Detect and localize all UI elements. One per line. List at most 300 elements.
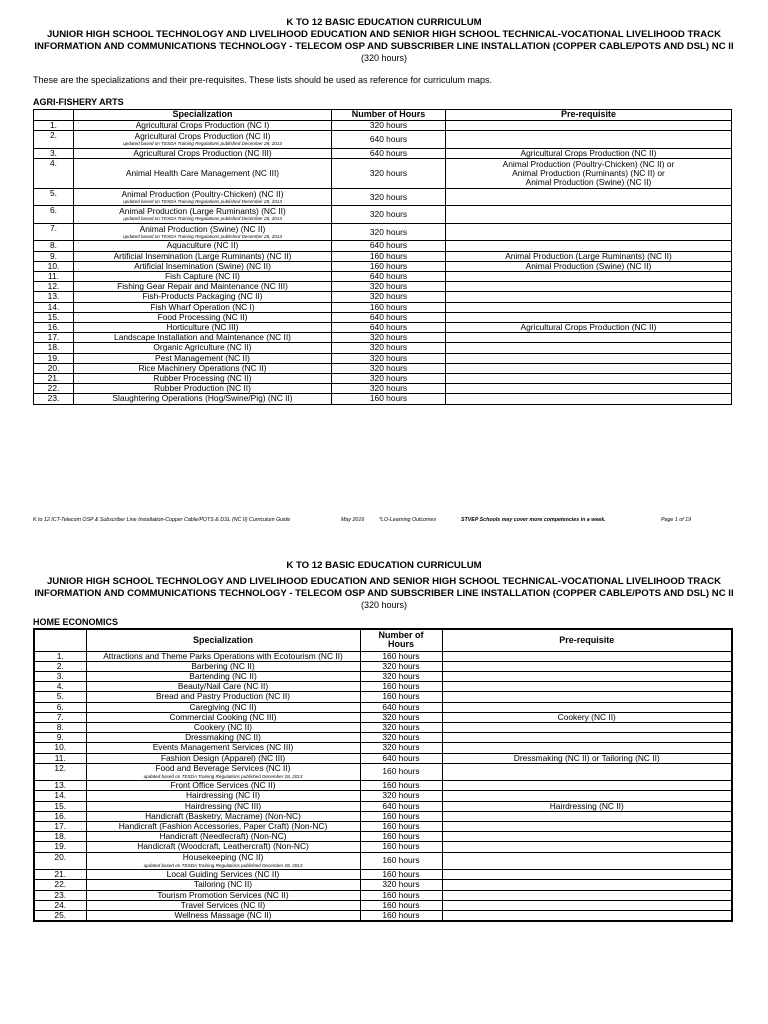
row-number: 1. bbox=[34, 651, 86, 661]
col-header-number bbox=[34, 110, 74, 121]
table-row bbox=[34, 333, 732, 343]
footer-page-number: Page 1 of 19 bbox=[661, 517, 692, 523]
row-prerequisite bbox=[446, 292, 732, 302]
row-specialization bbox=[86, 842, 360, 852]
agri-section-title: AGRI-FISHERY ARTS bbox=[33, 97, 124, 107]
row-number: 15. bbox=[34, 312, 74, 322]
row-specialization bbox=[86, 811, 360, 821]
row-number: 15. bbox=[34, 801, 86, 811]
row-hours: 160 hours bbox=[332, 251, 446, 261]
specialization-text: Animal Health Care Management (NC III) bbox=[125, 167, 280, 178]
table-row bbox=[34, 353, 732, 363]
row-number: 23. bbox=[34, 394, 74, 404]
specialization-text: Commercial Cooking (NC III) bbox=[169, 712, 277, 722]
row-specialization bbox=[74, 312, 332, 322]
table-row bbox=[34, 722, 732, 732]
table-row bbox=[34, 910, 732, 921]
table-row bbox=[34, 131, 732, 149]
row-number: 11. bbox=[34, 753, 86, 763]
row-number: 24. bbox=[34, 900, 86, 910]
training-regulation-note: updated based on TESDA Training Regulations published December 28, 2013 bbox=[143, 773, 303, 779]
row-hours: 320 hours bbox=[332, 363, 446, 373]
row-number: 9. bbox=[34, 251, 74, 261]
row-prerequisite bbox=[442, 743, 732, 753]
row-prerequisite bbox=[446, 302, 732, 312]
intro-text: These are the specializations and their pre-requisites. These lists should be used as reference for curriculum maps. bbox=[33, 75, 493, 85]
row-hours: 320 hours bbox=[332, 188, 446, 206]
table-row bbox=[34, 148, 732, 158]
row-prerequisite bbox=[442, 832, 732, 842]
table-row bbox=[34, 384, 732, 394]
row-prerequisite bbox=[442, 852, 732, 870]
row-prerequisite bbox=[442, 651, 732, 661]
table-row bbox=[34, 661, 732, 671]
row-prerequisite bbox=[442, 900, 732, 910]
row-specialization bbox=[74, 158, 332, 188]
specialization-text: Tourism Promotion Services (NC II) bbox=[157, 890, 289, 900]
specialization-text: Handicraft (Fashion Accessories, Paper Craft) (Non-NC) bbox=[118, 821, 328, 832]
row-hours: 320 hours bbox=[360, 712, 442, 722]
row-specialization bbox=[74, 188, 332, 206]
header-line1: K TO 12 BASIC EDUCATION CURRICULUM bbox=[286, 17, 482, 28]
footer-lo-note: *LO-Learning Outcomes bbox=[379, 517, 437, 523]
table-row bbox=[34, 292, 732, 302]
specialization-text: Food Processing (NC II) bbox=[157, 312, 248, 322]
row-prerequisite bbox=[446, 272, 732, 282]
row-number: 6. bbox=[34, 206, 74, 224]
table-row bbox=[34, 241, 732, 251]
row-number: 7. bbox=[34, 223, 74, 241]
row-number: 17. bbox=[34, 822, 86, 832]
col2-header-specialization: Specialization bbox=[86, 629, 360, 651]
row-number: 4. bbox=[34, 682, 86, 692]
row-hours: 160 hours bbox=[332, 261, 446, 271]
row-specialization bbox=[86, 763, 360, 781]
table-row bbox=[34, 712, 732, 722]
specialization-text: Rubber Processing (NC II) bbox=[153, 373, 252, 384]
table-row bbox=[34, 206, 732, 224]
row-prerequisite: Animal Production (Poultry-Chicken) (NC II) or Animal Production (Ruminants) (NC II) or Animal Production (Swine) (NC II) bbox=[446, 158, 732, 188]
row-number: 5. bbox=[34, 188, 74, 206]
row-hours: 640 hours bbox=[360, 753, 442, 763]
row-prerequisite bbox=[442, 661, 732, 671]
specialization-text: Dressmaking (NC II) bbox=[185, 732, 261, 743]
specialization-text: Animal Production (Large Ruminants) (NC II) bbox=[119, 206, 286, 217]
row-specialization bbox=[86, 712, 360, 722]
row-hours: 320 hours bbox=[332, 206, 446, 224]
row-prerequisite: Cookery (NC II) bbox=[442, 712, 732, 722]
table-row bbox=[34, 702, 732, 712]
table-row bbox=[34, 302, 732, 312]
row-number: 6. bbox=[34, 702, 86, 712]
row-specialization bbox=[74, 251, 332, 261]
row-specialization bbox=[86, 692, 360, 702]
row-prerequisite bbox=[446, 241, 732, 251]
specialization-text: Wellness Massage (NC II) bbox=[174, 910, 272, 920]
training-regulation-note: updated based on TESDA Training Regulations published December 28, 2013 bbox=[123, 216, 282, 222]
row-prerequisite: Dressmaking (NC II) or Tailoring (NC II) bbox=[442, 753, 732, 763]
table-row bbox=[34, 312, 732, 322]
table-row bbox=[34, 282, 732, 292]
row-number: 20. bbox=[34, 363, 74, 373]
row-hours: 640 hours bbox=[332, 323, 446, 333]
row-specialization bbox=[74, 121, 332, 131]
row-specialization bbox=[86, 733, 360, 743]
row-specialization bbox=[74, 261, 332, 271]
row-prerequisite: Agricultural Crops Production (NC II) bbox=[446, 148, 732, 158]
table-row bbox=[34, 763, 732, 781]
row-prerequisite: Animal Production (Swine) (NC II) bbox=[446, 261, 732, 271]
row-hours: 160 hours bbox=[360, 682, 442, 692]
table-row bbox=[34, 158, 732, 188]
row-prerequisite bbox=[442, 842, 732, 852]
specialization-text: Aquaculture (NC II) bbox=[166, 240, 239, 251]
row-specialization bbox=[86, 910, 360, 921]
row-specialization bbox=[86, 890, 360, 900]
row-specialization bbox=[74, 343, 332, 353]
row-specialization bbox=[86, 671, 360, 681]
specialization-text: Food and Beverage Services (NC II) bbox=[155, 763, 291, 774]
row-specialization bbox=[74, 394, 332, 404]
specialization-text: Artificial Insemination (Swine) (NC II) bbox=[134, 261, 271, 271]
col-header-prereq: Pre-requisite bbox=[446, 110, 732, 121]
row-number: 18. bbox=[34, 832, 86, 842]
row-number: 14. bbox=[34, 302, 74, 312]
col2-header-number bbox=[34, 629, 86, 651]
table-row bbox=[34, 880, 732, 890]
specialization-text: Fashion Design (Apparel) (NC III) bbox=[160, 753, 286, 763]
specialization-text: Travel Services (NC II) bbox=[180, 900, 266, 910]
specialization-text: Hairdressing (NC III) bbox=[184, 801, 262, 811]
row-number: 8. bbox=[34, 241, 74, 251]
page-footer bbox=[33, 517, 733, 523]
row-prerequisite bbox=[442, 671, 732, 681]
row-prerequisite bbox=[442, 781, 732, 791]
specialization-text: Bartending (NC II) bbox=[189, 671, 257, 681]
row-specialization bbox=[86, 791, 360, 801]
table-row bbox=[34, 743, 732, 753]
row-number: 17. bbox=[34, 333, 74, 343]
specialization-text: Slaughtering Operations (Hog/Swine/Pig) (NC II) bbox=[112, 393, 293, 404]
specialization-text: Attractions and Theme Parks Operations with Ecotourism (NC II) bbox=[103, 651, 343, 661]
row-hours: 160 hours bbox=[360, 692, 442, 702]
specialization-text: Caregiving (NC II) bbox=[189, 702, 257, 712]
row-hours: 160 hours bbox=[360, 842, 442, 852]
row-hours: 160 hours bbox=[332, 394, 446, 404]
row-specialization bbox=[86, 852, 360, 870]
specialization-text: Housekeeping (NC II) bbox=[182, 852, 264, 863]
specialization-text: Organic Agriculture (NC II) bbox=[153, 342, 252, 353]
row-specialization bbox=[74, 148, 332, 158]
table-row bbox=[34, 890, 732, 900]
header2-line2: JUNIOR HIGH SCHOOL TECHNOLOGY AND LIVELIHOOD EDUCATION AND SENIOR HIGH SCHOOL TECHNICAL-VOCATIONAL LIVELIHOOD TRACK bbox=[46, 576, 722, 587]
row-specialization bbox=[74, 333, 332, 343]
row-hours: 160 hours bbox=[360, 651, 442, 661]
row-prerequisite bbox=[442, 880, 732, 890]
row-hours: 160 hours bbox=[360, 852, 442, 870]
specialization-text: Animal Production (Poultry-Chicken) (NC II) bbox=[121, 188, 284, 199]
table-row bbox=[34, 791, 732, 801]
row-prerequisite: Hairdressing (NC II) bbox=[442, 801, 732, 811]
training-regulation-note: updated based on TESDA Training Regulations published December 28, 2013 bbox=[123, 233, 282, 239]
row-prerequisite: Agricultural Crops Production (NC II) bbox=[446, 323, 732, 333]
training-regulation-note: updated based on TESDA Training Regulations published December 28, 2013 bbox=[143, 862, 303, 868]
row-prerequisite bbox=[446, 394, 732, 404]
row-specialization bbox=[86, 781, 360, 791]
row-hours: 160 hours bbox=[360, 870, 442, 880]
home-table-body bbox=[34, 651, 732, 921]
table-row bbox=[34, 121, 732, 131]
row-specialization bbox=[74, 272, 332, 282]
specialization-text: Barbering (NC II) bbox=[191, 661, 255, 671]
row-prerequisite bbox=[442, 811, 732, 821]
row-prerequisite bbox=[442, 822, 732, 832]
row-hours: 320 hours bbox=[360, 743, 442, 753]
home-section-title: HOME ECONOMICS bbox=[33, 617, 119, 627]
row-number: 11. bbox=[34, 272, 74, 282]
row-specialization bbox=[86, 661, 360, 671]
table-row bbox=[34, 188, 732, 206]
table-row bbox=[34, 870, 732, 880]
table-row bbox=[34, 671, 732, 681]
row-specialization bbox=[86, 900, 360, 910]
row-specialization bbox=[74, 206, 332, 224]
row-prerequisite bbox=[446, 343, 732, 353]
row-specialization bbox=[74, 363, 332, 373]
row-prerequisite bbox=[446, 223, 732, 241]
row-hours: 160 hours bbox=[360, 822, 442, 832]
specialization-text: Events Management Services (NC III) bbox=[152, 742, 294, 753]
row-number: 10. bbox=[34, 743, 86, 753]
table-row bbox=[34, 343, 732, 353]
row-number: 14. bbox=[34, 791, 86, 801]
row-specialization bbox=[86, 801, 360, 811]
row-hours: 160 hours bbox=[360, 781, 442, 791]
specialization-text: Artificial Insemination (Large Ruminants) (NC II) bbox=[113, 251, 292, 261]
row-number: 12. bbox=[34, 282, 74, 292]
table-row bbox=[34, 900, 732, 910]
row-prerequisite bbox=[446, 374, 732, 384]
specialization-text: Cookery (NC II) bbox=[193, 722, 253, 732]
specialization-text: Handicraft (Woodcraft, Leathercraft) (Non-NC) bbox=[137, 841, 309, 852]
row-hours: 320 hours bbox=[332, 292, 446, 302]
row-number: 9. bbox=[34, 733, 86, 743]
row-hours: 160 hours bbox=[360, 910, 442, 921]
row-specialization bbox=[86, 722, 360, 732]
header2-line1: K TO 12 BASIC EDUCATION CURRICULUM bbox=[286, 560, 482, 571]
specialization-text: Fish-Products Packaging (NC II) bbox=[142, 291, 263, 302]
col2-header-hours: Number of Hours bbox=[360, 629, 442, 651]
specialization-text: Animal Production (Swine) (NC II) bbox=[139, 223, 266, 234]
row-hours: 320 hours bbox=[332, 333, 446, 343]
row-specialization bbox=[86, 682, 360, 692]
footer-date: May 2016 bbox=[341, 517, 365, 523]
row-prerequisite: Animal Production (Large Ruminants) (NC II) bbox=[446, 251, 732, 261]
row-hours: 320 hours bbox=[360, 880, 442, 890]
row-hours: 640 hours bbox=[360, 801, 442, 811]
row-hours: 320 hours bbox=[360, 671, 442, 681]
row-number: 23. bbox=[34, 890, 86, 900]
row-number: 12. bbox=[34, 763, 86, 781]
specialization-text: Local Guiding Services (NC II) bbox=[166, 869, 280, 880]
row-specialization bbox=[86, 651, 360, 661]
row-specialization bbox=[86, 822, 360, 832]
home-specialization-table bbox=[33, 628, 733, 922]
specialization-text: Tailoring (NC II) bbox=[193, 879, 253, 890]
row-hours: 320 hours bbox=[332, 384, 446, 394]
header-hours: (320 hours) bbox=[360, 53, 408, 63]
table-row bbox=[34, 781, 732, 791]
row-hours: 320 hours bbox=[360, 722, 442, 732]
table-header-row bbox=[34, 110, 732, 121]
row-specialization bbox=[86, 880, 360, 890]
row-prerequisite bbox=[442, 763, 732, 781]
row-number: 3. bbox=[34, 671, 86, 681]
row-hours: 160 hours bbox=[360, 890, 442, 900]
row-number: 22. bbox=[34, 880, 86, 890]
row-hours: 640 hours bbox=[360, 702, 442, 712]
agri-specialization-table bbox=[33, 109, 732, 405]
row-hours: 160 hours bbox=[332, 302, 446, 312]
row-specialization bbox=[86, 870, 360, 880]
row-number: 3. bbox=[34, 148, 74, 158]
specialization-text: Fishing Gear Repair and Maintenance (NC III) bbox=[117, 281, 288, 292]
row-prerequisite bbox=[446, 384, 732, 394]
table-row bbox=[34, 733, 732, 743]
row-hours: 640 hours bbox=[332, 272, 446, 282]
specialization-text: Rubber Production (NC II) bbox=[154, 383, 251, 394]
row-number: 19. bbox=[34, 842, 86, 852]
row-hours: 320 hours bbox=[360, 791, 442, 801]
specialization-text: Landscape Installation and Maintenance (NC II) bbox=[114, 332, 291, 343]
table-row bbox=[34, 832, 732, 842]
row-number: 4. bbox=[34, 158, 74, 188]
table-row bbox=[34, 753, 732, 763]
row-hours: 320 hours bbox=[332, 121, 446, 131]
row-prerequisite bbox=[442, 682, 732, 692]
row-hours: 320 hours bbox=[360, 661, 442, 671]
table-row bbox=[34, 822, 732, 832]
row-prerequisite bbox=[446, 121, 732, 131]
header-line3: INFORMATION AND COMMUNICATIONS TECHNOLOGY - TELECOM OSP AND SUBSCRIBER LINE INSTALLATION (COPPER CABLE/POTS AND DSL) NC II bbox=[34, 41, 734, 52]
specialization-text: Handicraft (Needlecraft) (Non-NC) bbox=[159, 831, 287, 842]
row-hours: 320 hours bbox=[332, 353, 446, 363]
row-number: 16. bbox=[34, 811, 86, 821]
row-prerequisite bbox=[446, 206, 732, 224]
specialization-text: Front Office Services (NC II) bbox=[170, 780, 276, 791]
training-regulation-note: updated based on TESDA Training Regulations published December 28, 2013 bbox=[123, 141, 282, 147]
row-number: 7. bbox=[34, 712, 86, 722]
row-hours: 320 hours bbox=[360, 733, 442, 743]
table-row bbox=[34, 651, 732, 661]
specialization-text: Horticulture (NC III) bbox=[166, 322, 239, 333]
row-hours: 640 hours bbox=[332, 312, 446, 322]
table-row bbox=[34, 272, 732, 282]
table2-header-row bbox=[34, 629, 732, 651]
row-hours: 640 hours bbox=[332, 148, 446, 158]
row-prerequisite bbox=[442, 910, 732, 921]
table-row bbox=[34, 363, 732, 373]
row-prerequisite bbox=[442, 870, 732, 880]
row-hours: 320 hours bbox=[332, 158, 446, 188]
row-specialization bbox=[74, 223, 332, 241]
row-hours: 320 hours bbox=[332, 374, 446, 384]
table-row bbox=[34, 692, 732, 702]
row-specialization bbox=[74, 323, 332, 333]
specialization-text: Handicraft (Basketry, Macrame) (Non-NC) bbox=[145, 811, 301, 821]
table-row bbox=[34, 323, 732, 333]
table-row bbox=[34, 852, 732, 870]
specialization-text: Rice Machinery Operations (NC II) bbox=[138, 363, 267, 373]
table-row bbox=[34, 801, 732, 811]
row-hours: 160 hours bbox=[360, 811, 442, 821]
col-header-specialization: Specialization bbox=[74, 110, 332, 121]
row-prerequisite bbox=[442, 791, 732, 801]
row-specialization bbox=[86, 753, 360, 763]
row-hours: 640 hours bbox=[332, 241, 446, 251]
specialization-text: Hairdressing (NC II) bbox=[186, 790, 260, 801]
header-line2: JUNIOR HIGH SCHOOL TECHNOLOGY AND LIVELIHOOD EDUCATION AND SENIOR HIGH SCHOOL TECHNICAL-VOCATIONAL LIVELIHOOD TRACK bbox=[46, 29, 722, 40]
row-prerequisite bbox=[446, 312, 732, 322]
row-prerequisite bbox=[442, 722, 732, 732]
row-number: 1. bbox=[34, 121, 74, 131]
row-number: 2. bbox=[34, 661, 86, 671]
row-number: 18. bbox=[34, 343, 74, 353]
row-number: 13. bbox=[34, 781, 86, 791]
row-number: 22. bbox=[34, 384, 74, 394]
row-number: 10. bbox=[34, 261, 74, 271]
specialization-text: Agricultural Crops Production (NC I) bbox=[135, 120, 270, 130]
row-number: 19. bbox=[34, 353, 74, 363]
row-specialization bbox=[86, 702, 360, 712]
row-prerequisite bbox=[442, 702, 732, 712]
agri-table-body bbox=[34, 121, 732, 405]
page2-header bbox=[0, 560, 768, 611]
row-prerequisite bbox=[442, 733, 732, 743]
row-specialization bbox=[74, 353, 332, 363]
row-number: 20. bbox=[34, 852, 86, 870]
row-specialization bbox=[74, 302, 332, 312]
row-hours: 160 hours bbox=[360, 763, 442, 781]
specialization-text: Agricultural Crops Production (NC III) bbox=[133, 148, 272, 158]
row-number: 8. bbox=[34, 722, 86, 732]
row-specialization bbox=[74, 131, 332, 149]
training-regulation-note: updated based on TESDA Training Regulations published December 28, 2013 bbox=[123, 198, 282, 204]
specialization-text: Pest Management (NC II) bbox=[155, 353, 250, 363]
row-number: 21. bbox=[34, 870, 86, 880]
col2-header-prereq: Pre-requisite bbox=[442, 629, 732, 651]
footer-stvep-note: STVEP Schools may cover more competencies in a week. bbox=[461, 517, 606, 523]
header2-line3: INFORMATION AND COMMUNICATIONS TECHNOLOGY - TELECOM OSP AND SUBSCRIBER LINE INSTALLATION (COPPER CABLE/POTS AND DSL) NC II bbox=[34, 588, 734, 599]
table-row bbox=[34, 811, 732, 821]
footer-doc-title: K to 12 ICT-Telecom OSP & Subscriber Line Installation-Copper Cable/POTS & DSL (NC II) Curriculum Guide bbox=[33, 517, 291, 523]
row-prerequisite bbox=[442, 692, 732, 702]
table-row bbox=[34, 842, 732, 852]
row-prerequisite bbox=[446, 363, 732, 373]
specialization-text: Agricultural Crops Production (NC II) bbox=[134, 130, 271, 141]
row-number: 16. bbox=[34, 323, 74, 333]
row-prerequisite bbox=[446, 333, 732, 343]
specialization-text: Bread and Pastry Production (NC II) bbox=[155, 691, 291, 702]
table-row bbox=[34, 251, 732, 261]
row-hours: 160 hours bbox=[360, 900, 442, 910]
header2-hours: (320 hours) bbox=[360, 600, 408, 610]
row-number: 2. bbox=[34, 131, 74, 149]
row-hours: 160 hours bbox=[360, 832, 442, 842]
row-specialization bbox=[74, 241, 332, 251]
page1-header bbox=[0, 17, 768, 64]
row-hours: 320 hours bbox=[332, 223, 446, 241]
